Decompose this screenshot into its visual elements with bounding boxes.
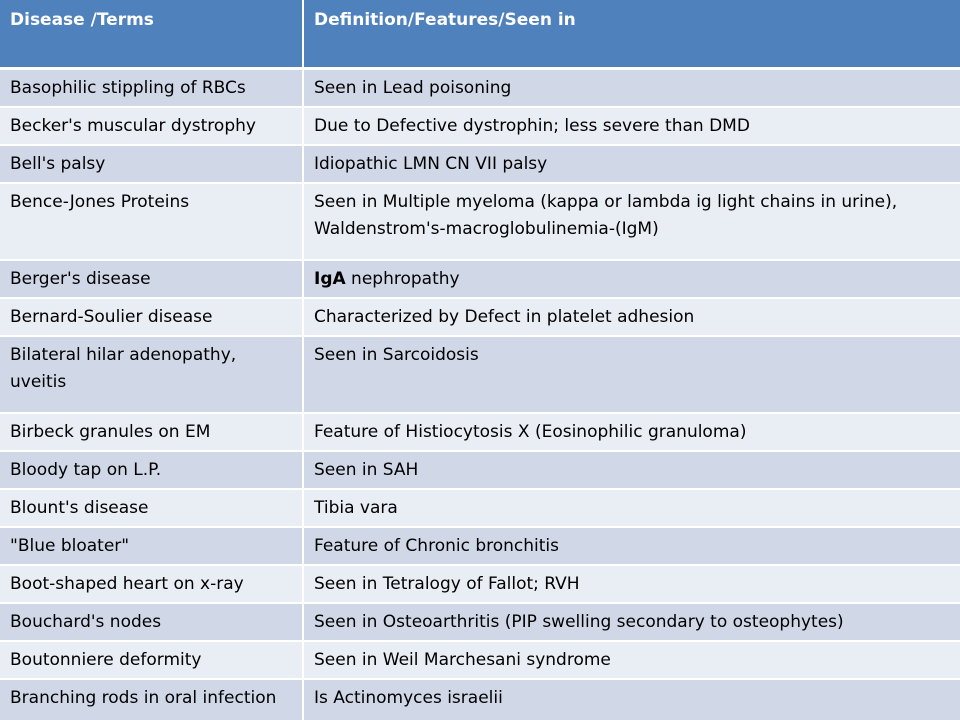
definition-bold: IgA: [314, 269, 346, 289]
table-row: [0, 260, 960, 298]
table-row: [0, 527, 960, 565]
term-cell: Berger's disease: [0, 260, 303, 298]
term-cell: Blount's disease: [0, 489, 303, 527]
table-row: [0, 603, 960, 641]
term-cell: Bloody tap on L.P.: [0, 451, 303, 489]
table-row: [0, 451, 960, 489]
table-row: [0, 489, 960, 527]
table-row: [0, 107, 960, 145]
term-cell: Bernard-Soulier disease: [0, 298, 303, 336]
definition-cell: Characterized by Defect in platelet adhesion: [303, 298, 960, 336]
definition-cell: Tibia vara: [303, 489, 960, 527]
table-row: [0, 641, 960, 679]
term-cell: Boutonniere deformity: [0, 641, 303, 679]
term-cell: "Blue bloater": [0, 527, 303, 565]
table-row: [0, 565, 960, 603]
term-cell: Branching rods in oral infection: [0, 679, 303, 720]
term-cell: Bence-Jones Proteins: [0, 183, 303, 260]
definition-cell: Seen in Osteoarthritis (PIP swelling secondary to osteophytes): [303, 603, 960, 641]
table-row: [0, 298, 960, 336]
term-cell: Bell's palsy: [0, 145, 303, 183]
definition-cell: Seen in Lead poisoning: [303, 69, 960, 108]
header-definition: Definition/Features/Seen in: [303, 0, 960, 69]
table-row: [0, 69, 960, 108]
table-row: [0, 183, 960, 260]
term-cell: Becker's muscular dystrophy: [0, 107, 303, 145]
table-row: [0, 336, 960, 413]
definition-cell: Seen in Weil Marchesani syndrome: [303, 641, 960, 679]
term-cell: Birbeck granules on EM: [0, 413, 303, 451]
table-header-row: [0, 0, 960, 69]
definition-cell: Is Actinomyces israelii: [303, 679, 960, 720]
definition-cell: Due to Defective dystrophin; less severe than DMD: [303, 107, 960, 145]
definition-cell: Idiopathic LMN CN VII palsy: [303, 145, 960, 183]
term-cell: Basophilic stippling of RBCs: [0, 69, 303, 108]
definition-cell: Seen in Sarcoidosis: [303, 336, 960, 413]
table-row: [0, 679, 960, 720]
table-row: [0, 145, 960, 183]
definition-cell: Feature of Chronic bronchitis: [303, 527, 960, 565]
term-cell: Bouchard's nodes: [0, 603, 303, 641]
term-cell: Bilateral hilar adenopathy, uveitis: [0, 336, 303, 413]
definition-rest: nephropathy: [345, 269, 460, 289]
definition-cell: [303, 260, 960, 298]
definition-cell: Seen in Tetralogy of Fallot; RVH: [303, 565, 960, 603]
table-row: [0, 413, 960, 451]
definition-cell: Seen in SAH: [303, 451, 960, 489]
definition-cell: Seen in Multiple myeloma (kappa or lambda ig light chains in urine), Waldenstrom's-macroglobulinemia-(IgM): [303, 183, 960, 260]
term-cell: Boot-shaped heart on x-ray: [0, 565, 303, 603]
header-disease-terms: Disease /Terms: [0, 0, 303, 69]
definition-cell: Feature of Histiocytosis X (Eosinophilic granuloma): [303, 413, 960, 451]
